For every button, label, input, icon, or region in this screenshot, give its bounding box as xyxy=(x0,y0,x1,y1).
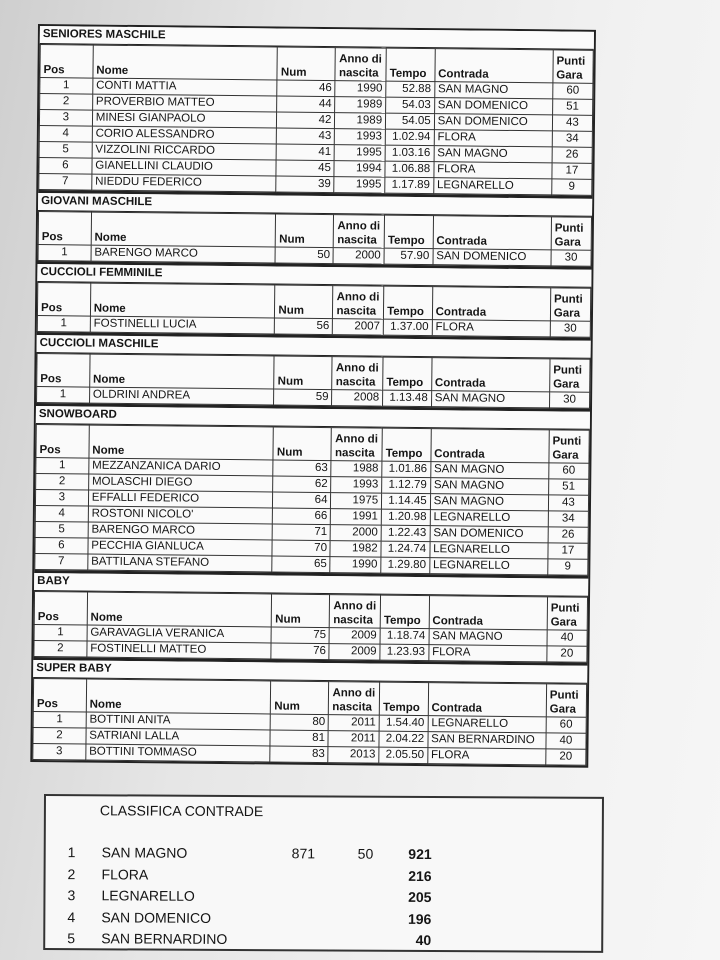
cell-nome: BATTILANA STEFANO xyxy=(88,554,273,572)
cell-anno: 1993 xyxy=(335,129,386,146)
cell-pos: 1 xyxy=(33,711,86,728)
header-nome: Nome xyxy=(87,592,272,627)
cell-contrada: FLORA xyxy=(432,320,550,337)
cell-punti: 17 xyxy=(552,163,592,179)
cell-punti: 40 xyxy=(546,733,586,749)
header-contrada: Contrada xyxy=(429,596,548,630)
header-line: Punti xyxy=(550,602,580,615)
cell-num: 46 xyxy=(277,80,335,97)
classifica-row xyxy=(45,909,601,932)
cell-tempo: 1.29.80 xyxy=(381,557,430,574)
cell-contrada: SAN MAGNO xyxy=(434,82,552,99)
header-tempo: Tempo xyxy=(384,286,433,320)
classifica-name: SAN DOMENICO xyxy=(101,908,212,926)
cell-nome: PECCHIA GIANLUCA xyxy=(88,538,273,556)
cell-tempo: 1.02.94 xyxy=(385,129,434,146)
header-line: Gara xyxy=(556,69,583,82)
header-anno xyxy=(332,357,383,391)
cell-punti: 26 xyxy=(548,527,588,543)
classifica-name: SAN MAGNO xyxy=(101,844,188,861)
cell-num: 45 xyxy=(276,160,334,177)
cell-contrada: SAN DOMENICO xyxy=(433,249,551,266)
cell-nome: BARENGO MARCO xyxy=(91,245,276,263)
classifica-b: 50 xyxy=(357,845,374,862)
category-section xyxy=(37,193,592,270)
header-line: nascita xyxy=(334,447,375,460)
cell-punti: 34 xyxy=(552,131,592,147)
header-line: Punti xyxy=(554,222,584,235)
cell-pos: 3 xyxy=(35,490,88,507)
header-anno xyxy=(331,428,382,462)
cell-anno: 1990 xyxy=(330,557,381,574)
cell-tempo: 1.24.74 xyxy=(381,541,430,558)
cell-punti: 30 xyxy=(550,321,590,337)
header-contrada: Contrada xyxy=(431,429,550,463)
cell-anno: 1995 xyxy=(334,177,385,194)
cell-punti: 34 xyxy=(548,511,588,527)
cell-pos: 2 xyxy=(40,94,93,111)
cell-nome: BOTTINI ANITA xyxy=(86,712,271,730)
header-pos: Pos xyxy=(38,212,91,246)
header-line: Anno di xyxy=(337,220,381,233)
cell-contrada: LEGNARELLO xyxy=(430,510,548,527)
cell-tempo: 1.17.89 xyxy=(385,177,434,194)
cell-num: 39 xyxy=(276,176,334,193)
cell-contrada: SAN MAGNO xyxy=(429,629,547,646)
classifica-row xyxy=(45,930,601,953)
classifica-rank: 1 xyxy=(67,844,76,861)
category-title: BABY xyxy=(34,573,588,597)
cell-anno: 1989 xyxy=(335,97,386,114)
cell-num: 41 xyxy=(277,144,335,161)
header-line: nascita xyxy=(333,614,373,627)
header-line: Punti xyxy=(553,364,583,377)
cell-punti: 43 xyxy=(548,495,588,511)
cell-pos: 1 xyxy=(34,624,87,641)
header-pos: Pos xyxy=(34,591,87,625)
cell-tempo: 1.37.00 xyxy=(383,319,432,336)
cell-contrada: FLORA xyxy=(434,130,552,147)
cell-anno: 2009 xyxy=(329,628,380,645)
classifica-total: 205 xyxy=(408,888,432,906)
header-punti xyxy=(549,430,589,463)
cell-tempo: 54.03 xyxy=(386,97,435,114)
results-table xyxy=(32,678,587,766)
cell-num: 56 xyxy=(275,318,333,335)
cell-tempo: 1.06.88 xyxy=(385,161,434,178)
classifica-total: 216 xyxy=(408,867,432,884)
cell-num: 62 xyxy=(273,476,331,493)
header-tempo: Tempo xyxy=(383,357,432,391)
cell-num: 43 xyxy=(277,128,335,145)
header-anno xyxy=(333,286,384,320)
classifica-rank: 3 xyxy=(67,887,76,904)
cell-num: 76 xyxy=(271,643,329,660)
cell-nome: PROVERBIO MATTEO xyxy=(92,94,277,112)
header-line: Gara xyxy=(550,616,577,629)
cell-anno: 2000 xyxy=(331,525,382,542)
header-num: Num xyxy=(274,356,332,390)
cell-nome: MINESI GIANPAOLO xyxy=(92,110,277,128)
results-table xyxy=(36,353,590,409)
cell-num: 66 xyxy=(273,508,331,525)
header-line: Punti xyxy=(552,435,582,448)
header-pos: Pos xyxy=(36,425,89,459)
cell-pos: 1 xyxy=(37,387,90,404)
classifica-total: 921 xyxy=(408,845,432,863)
header-punti xyxy=(553,50,593,83)
cell-punti: 51 xyxy=(552,99,592,115)
cell-punti: 60 xyxy=(553,83,593,99)
header-anno xyxy=(329,682,380,716)
header-contrada: Contrada xyxy=(431,358,550,392)
header-line: Gara xyxy=(554,236,581,249)
header-nome: Nome xyxy=(86,679,271,714)
cell-nome: SATRIANI LALLA xyxy=(86,728,271,746)
cell-nome: CONTI MATTIA xyxy=(93,78,278,96)
cell-nome: BOTTINI TOMMASO xyxy=(86,744,271,762)
classifica-row xyxy=(45,887,601,910)
header-line: Anno di xyxy=(336,291,380,304)
cell-anno: 2009 xyxy=(329,644,380,661)
cell-pos: 1 xyxy=(36,458,89,475)
header-line: Gara xyxy=(549,703,576,716)
cell-num: 50 xyxy=(275,247,333,264)
cell-anno: 1994 xyxy=(334,161,385,178)
results-table xyxy=(38,44,593,196)
header-pos: Pos xyxy=(40,45,93,79)
category-title: SUPER BABY xyxy=(33,660,587,684)
header-punti xyxy=(547,597,587,630)
header-punti xyxy=(550,359,590,392)
cell-anno: 1975 xyxy=(331,493,382,510)
cell-pos: 5 xyxy=(35,521,88,538)
header-nome: Nome xyxy=(93,45,278,80)
cell-punti: 30 xyxy=(551,250,591,266)
header-contrada: Contrada xyxy=(432,287,551,321)
cell-nome: GARAVAGLIA VERANICA xyxy=(87,625,272,643)
cell-num: 44 xyxy=(277,96,335,113)
header-line: nascita xyxy=(338,67,379,80)
cell-nome: CORIO ALESSANDRO xyxy=(92,126,277,144)
cell-nome: FOSTINELLI MATTEO xyxy=(87,641,272,659)
results-table xyxy=(38,211,592,267)
cell-pos: 4 xyxy=(39,126,92,143)
cell-punti: 30 xyxy=(549,392,589,408)
cell-num: 42 xyxy=(277,112,335,129)
classifica-row xyxy=(46,866,602,889)
cell-punti: 26 xyxy=(552,147,592,163)
cell-contrada: SAN DOMENICO xyxy=(430,526,548,543)
header-tempo: Tempo xyxy=(386,48,435,82)
cell-contrada: FLORA xyxy=(429,645,547,662)
header-line: Anno di xyxy=(333,600,377,613)
cell-punti: 20 xyxy=(546,749,586,765)
header-contrada: Contrada xyxy=(433,216,552,250)
header-nome: Nome xyxy=(91,212,276,247)
cell-contrada: LEGNARELLO xyxy=(429,558,547,575)
cell-num: 65 xyxy=(272,556,330,573)
header-tempo: Tempo xyxy=(382,428,431,462)
cell-anno: 2011 xyxy=(328,731,379,748)
cell-pos: 2 xyxy=(33,727,86,744)
results-table xyxy=(37,282,591,338)
cell-punti: 9 xyxy=(552,179,592,195)
cell-tempo: 1.18.74 xyxy=(380,628,429,645)
cell-anno: 1993 xyxy=(331,477,382,494)
cell-contrada: SAN DOMENICO xyxy=(434,98,552,115)
header-pos: Pos xyxy=(37,283,90,317)
classifica-rank: 5 xyxy=(67,930,76,947)
header-line: Gara xyxy=(553,307,581,320)
cell-contrada: LEGNARELLO xyxy=(430,542,548,559)
cell-nome: MOLASCHI DIEGO xyxy=(88,474,273,492)
cell-pos: 2 xyxy=(36,474,89,491)
cell-pos: 4 xyxy=(35,505,88,522)
header-line: Anno di xyxy=(335,433,378,446)
cell-tempo: 1.14.45 xyxy=(382,493,431,510)
header-anno xyxy=(335,48,386,82)
header-contrada: Contrada xyxy=(428,683,547,717)
cell-anno: 2007 xyxy=(333,319,384,336)
cell-pos: 6 xyxy=(39,158,92,175)
cell-contrada: SAN MAGNO xyxy=(431,391,549,408)
header-punti xyxy=(550,288,590,321)
header-num: Num xyxy=(276,214,334,248)
cell-tempo: 57.90 xyxy=(384,248,433,265)
classifica-name: LEGNARELLO xyxy=(101,887,195,904)
cell-nome: GIANELLINI CLAUDIO xyxy=(92,158,277,176)
cell-pos: 2 xyxy=(34,640,87,657)
cell-nome: FOSTINELLI LUCIA xyxy=(90,316,275,334)
header-num: Num xyxy=(273,427,331,461)
cell-num: 75 xyxy=(271,627,329,644)
category-title: SNOWBOARD xyxy=(36,406,590,430)
cell-contrada: FLORA xyxy=(434,162,552,179)
cell-pos: 1 xyxy=(37,316,90,333)
cell-nome: BARENGO MARCO xyxy=(88,522,273,540)
cell-pos: 7 xyxy=(39,174,92,191)
results-table xyxy=(33,591,588,663)
header-anno xyxy=(330,595,381,629)
category-section xyxy=(38,26,594,199)
cell-num: 80 xyxy=(271,714,329,731)
header-line: nascita xyxy=(335,376,376,389)
cell-tempo: 1.23.93 xyxy=(380,644,429,661)
cell-anno: 1990 xyxy=(335,81,386,98)
header-pos: Pos xyxy=(37,354,90,388)
cell-tempo: 2.05.50 xyxy=(379,747,428,764)
cell-pos: 3 xyxy=(33,743,86,760)
cell-contrada: LEGNARELLO xyxy=(428,716,546,733)
header-tempo: Tempo xyxy=(384,215,433,249)
cell-nome: ROSTONI NICOLO' xyxy=(88,506,273,524)
header-nome: Nome xyxy=(89,425,274,460)
header-tempo: Tempo xyxy=(379,682,428,716)
cell-punti: 20 xyxy=(547,646,587,662)
category-title: GIOVANI MASCHILE xyxy=(38,193,592,217)
header-contrada: Contrada xyxy=(435,49,554,83)
header-punti xyxy=(551,217,591,250)
header-line: nascita xyxy=(332,701,373,714)
classifica-row xyxy=(46,844,602,867)
cell-contrada: SAN MAGNO xyxy=(430,494,548,511)
classifica-a: 871 xyxy=(291,845,316,862)
cell-anno: 2008 xyxy=(332,390,383,407)
cell-tempo: 1.01.86 xyxy=(382,461,431,478)
classifica-title: CLASSIFICA CONTRADE xyxy=(99,802,264,820)
header-line: nascita xyxy=(337,234,377,247)
header-num: Num xyxy=(277,47,335,81)
header-line: Punti xyxy=(553,293,583,306)
cell-anno: 1988 xyxy=(331,461,382,478)
cell-tempo: 54.05 xyxy=(386,113,435,130)
category-title: SENIORES MASCHILE xyxy=(40,26,594,50)
header-line: Anno di xyxy=(335,362,379,375)
cell-anno: 1989 xyxy=(335,113,386,130)
cell-tempo: 1.12.79 xyxy=(382,477,431,494)
category-title: CUCCIOLI FEMMINILE xyxy=(37,264,591,288)
header-line: Gara xyxy=(553,378,580,391)
cell-anno: 2011 xyxy=(329,715,380,732)
cell-nome: MEZZANZANICA DARIO xyxy=(89,458,274,476)
classifica-rank: 4 xyxy=(67,908,76,925)
header-line: Anno di xyxy=(339,53,382,66)
cell-contrada: SAN DOMENICO xyxy=(434,114,552,131)
category-section xyxy=(37,264,592,341)
classifica-name: FLORA xyxy=(101,865,149,883)
header-num: Num xyxy=(272,594,330,628)
header-nome: Nome xyxy=(89,354,274,389)
cell-punti: 9 xyxy=(548,559,588,575)
cell-anno: 2000 xyxy=(333,248,384,265)
cell-anno: 2013 xyxy=(328,747,379,764)
cell-num: 81 xyxy=(270,730,328,747)
cell-punti: 60 xyxy=(549,463,589,479)
cell-nome: NIEDDU FEDERICO xyxy=(92,174,277,192)
cell-contrada: LEGNARELLO xyxy=(433,178,551,195)
cell-pos: 5 xyxy=(39,142,92,159)
classifica-contrade-box xyxy=(43,794,604,953)
header-line: Anno di xyxy=(332,687,376,700)
header-line: Punti xyxy=(549,689,579,702)
cell-tempo: 1.20.98 xyxy=(381,509,430,526)
cell-tempo: 2.04.22 xyxy=(379,731,428,748)
classifica-total: 40 xyxy=(415,931,432,949)
header-nome: Nome xyxy=(90,283,275,318)
cell-num: 59 xyxy=(274,389,332,406)
cell-anno: 1991 xyxy=(331,509,382,526)
cell-punti: 40 xyxy=(547,630,587,646)
cell-anno: 1995 xyxy=(335,145,386,162)
header-tempo: Tempo xyxy=(380,595,429,629)
cell-contrada: SAN MAGNO xyxy=(434,146,552,163)
cell-contrada: FLORA xyxy=(427,748,545,765)
header-num: Num xyxy=(271,681,329,715)
results-table xyxy=(34,424,589,576)
cell-pos: 7 xyxy=(35,553,88,570)
header-anno xyxy=(334,215,385,249)
cell-num: 83 xyxy=(270,746,328,763)
cell-num: 70 xyxy=(272,540,330,557)
cell-anno: 1982 xyxy=(330,541,381,558)
cell-nome: OLDRINI ANDREA xyxy=(89,387,274,405)
cell-tempo: 1.13.48 xyxy=(383,390,432,407)
category-section xyxy=(36,335,591,412)
cell-num: 64 xyxy=(273,492,331,509)
cell-nome: VIZZOLINI RICCARDO xyxy=(92,142,277,160)
header-num: Num xyxy=(275,285,333,319)
header-punti xyxy=(546,684,586,717)
cell-tempo: 1.54.40 xyxy=(379,715,428,732)
cell-nome: EFFALLI FEDERICO xyxy=(88,490,273,508)
cell-punti: 17 xyxy=(548,543,588,559)
cell-pos: 6 xyxy=(35,537,88,554)
classifica-rank: 2 xyxy=(67,865,76,882)
cell-punti: 43 xyxy=(552,115,592,131)
cell-pos: 1 xyxy=(38,245,91,262)
category-section xyxy=(33,573,588,666)
cell-tempo: 1.22.43 xyxy=(381,525,430,542)
cell-pos: 3 xyxy=(39,110,92,127)
header-line: nascita xyxy=(336,305,377,318)
category-title: CUCCIOLI MASCHILE xyxy=(37,335,591,359)
category-section xyxy=(32,660,587,766)
header-line: Punti xyxy=(556,55,586,68)
cell-tempo: 1.03.16 xyxy=(385,145,434,162)
header-line: Gara xyxy=(552,449,579,462)
cell-num: 71 xyxy=(273,524,331,541)
cell-contrada: SAN MAGNO xyxy=(430,462,548,479)
cell-contrada: SAN BERNARDINO xyxy=(428,732,546,749)
cell-punti: 51 xyxy=(548,479,588,495)
cell-punti: 60 xyxy=(546,717,586,733)
header-pos: Pos xyxy=(33,678,86,712)
cell-contrada: SAN MAGNO xyxy=(430,478,548,495)
results-sheet xyxy=(30,24,596,768)
category-section xyxy=(34,406,590,579)
classifica-total: 196 xyxy=(407,910,432,927)
cell-pos: 1 xyxy=(40,78,93,95)
classifica-name: SAN BERNARDINO xyxy=(101,930,228,947)
cell-tempo: 52.88 xyxy=(386,81,435,98)
cell-num: 63 xyxy=(273,460,331,477)
